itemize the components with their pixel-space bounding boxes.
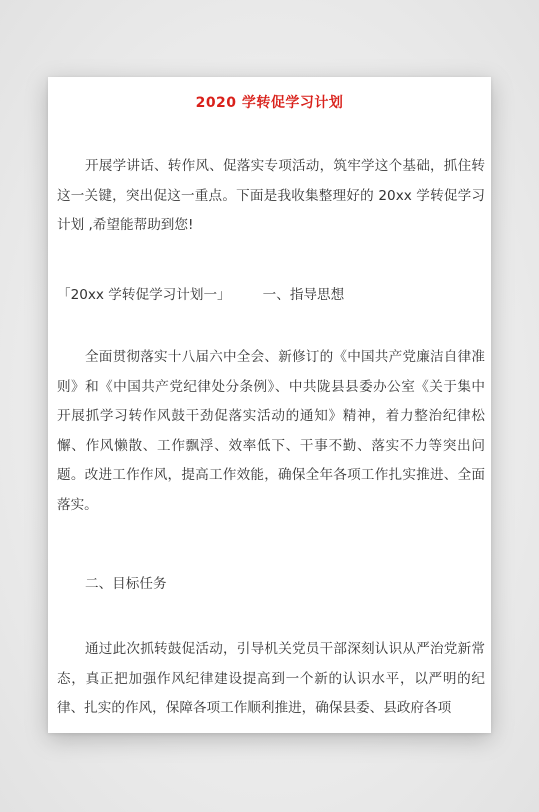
intro-paragraph: 开展学讲话、转作风、促落实专项活动，筑牢学这个基础，抓住转这一关键，突出促这一重点。下面是我收集整理好的 20xx 学转促学习计划 ,希望能帮助到您! [57, 158, 485, 234]
section1-paragraph: 全面贯彻落实十八届六中全会、新修订的《中国共产党廉洁自律准则》和《中国共产党纪律处分条例》、中共陇县县委办公室《关于集中开展抓学习转作风鼓干劲促落实活动的通知》精神，着力整治纪律松懈、作风懒散、工作飘浮、效率低下、干事不勤、落实不力等突出问题。改进工作作风，提高工作效能，确保全年各项工作扎实推进、全面落实。 [57, 349, 485, 513]
plan-heading-line [57, 281, 485, 311]
document-sheet [48, 77, 491, 733]
document-title: 2020 学转促学习计划 [195, 95, 344, 111]
section2-paragraph: 通过此次抓转鼓促活动，引导机关党员干部深刻认识从严治党新常态，真正把加强作风纪律建设提高到一个新的认识水平，以严明的纪律、扎实的作风，保障各项工作顺利推进，确保县委、县政府各项 [57, 641, 485, 717]
section1-heading: 一、指导思想 [262, 287, 345, 303]
section2-heading: 二、目标任务 [85, 576, 167, 592]
plan-label: 「20xx 学转促学习计划一」 [57, 287, 231, 303]
